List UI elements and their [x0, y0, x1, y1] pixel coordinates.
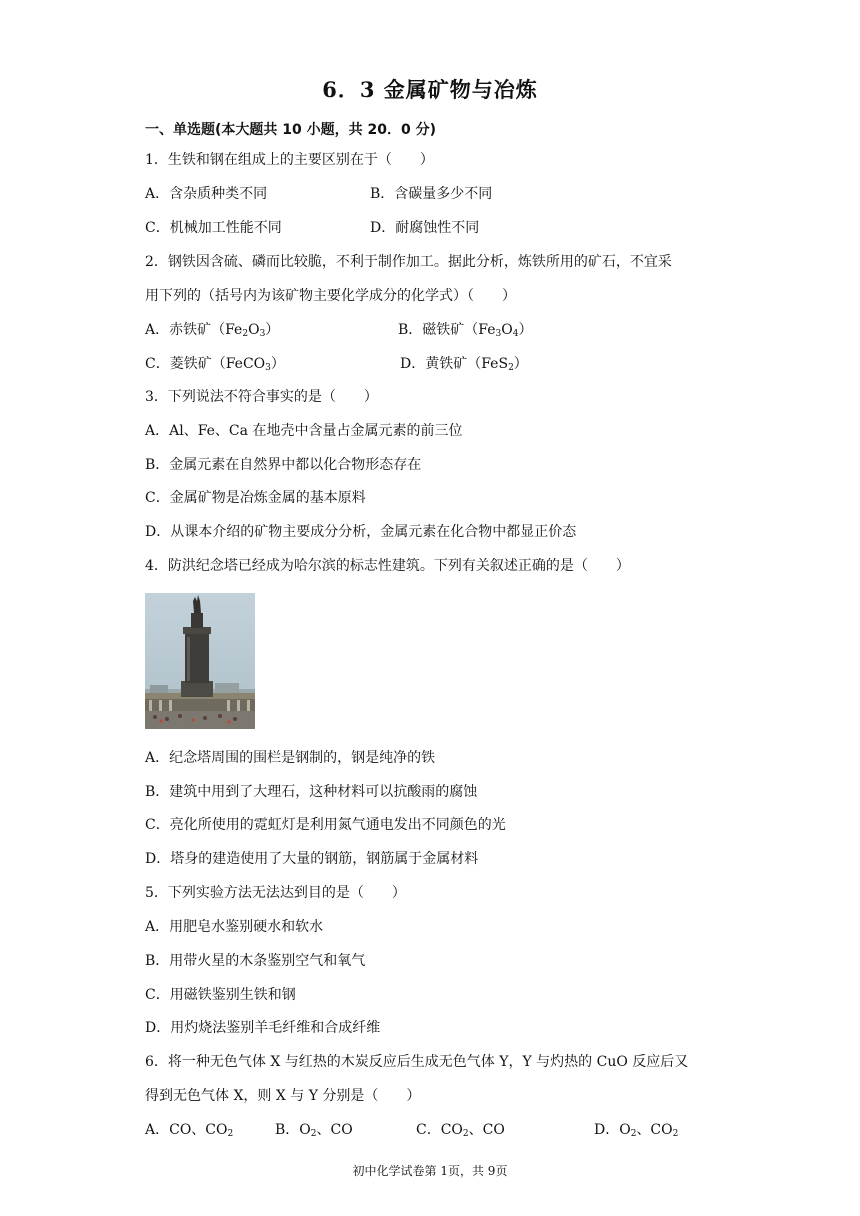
- flood-memorial-tower-photo: [145, 593, 255, 729]
- question-5-option-b: B．用带火星的木条鉴别空气和氧气: [145, 953, 366, 969]
- question-4-option-c: C．亮化所使用的霓虹灯是利用氮气通电发出不同颜色的光: [145, 817, 506, 833]
- question-3-option-b: B．金属元素在自然界中都以化合物形态存在: [145, 457, 422, 473]
- question-3-option-d: D．从课本介绍的矿物主要成分分析，金属元素在化合物中都显正价态: [145, 524, 577, 540]
- question-2-option-c: C．菱铁矿（FeCO$_3$）: [145, 356, 285, 373]
- question-1-option-c: C．机械加工性能不同: [145, 220, 282, 236]
- section-heading: 一、单选题(本大题共 10 小题，共 20．0 分): [145, 122, 436, 138]
- question-3-stem: 3．下列说法不符合事实的是（ ）: [145, 389, 378, 405]
- question-5-option-a: A．用肥皂水鉴别硬水和软水: [145, 919, 324, 935]
- question-1-option-d: D．耐腐蚀性不同: [370, 220, 480, 236]
- question-5-option-c: C．用磁铁鉴别生铁和钢: [145, 987, 296, 1003]
- page-footer: 初中化学试卷第 1页，共 9页: [352, 1164, 508, 1178]
- question-6-option-a: A．CO、$CO_2$: [145, 1122, 234, 1139]
- question-6-option-b: B．$O_2$、CO: [275, 1122, 353, 1139]
- question-6-stem-line-2: 得到无色气体 X，则 X 与 Y 分别是（ ）: [145, 1088, 421, 1104]
- question-3-option-a: A．Al、Fe、Ca 在地壳中含量占金属元素的前三位: [145, 423, 463, 439]
- question-6-stem-line-1: 6．将一种无色气体 X 与红热的木炭反应后生成无色气体 Y，Y 与灼热的 CuO 反应后又: [145, 1054, 689, 1070]
- question-4-option-a: A．纪念塔周围的围栏是钢制的，钢是纯净的铁: [145, 750, 436, 766]
- page-title: 6．3 金属矿物与冶炼: [322, 77, 538, 102]
- question-3-option-c: C．金属矿物是冶炼金属的基本原料: [145, 490, 366, 506]
- question-2-stem-line-2: 用下列的（括号内为该矿物主要化学成分的化学式）（ ）: [145, 288, 516, 304]
- question-2-stem-line-1: 2．钢铁因含硫、磷而比较脆，不利于制作加工。据此分析，炼铁所用的矿石，不宜采: [145, 254, 672, 270]
- question-1-option-b: B．含碳量多少不同: [370, 186, 493, 202]
- question-4-stem: 4．防洪纪念塔已经成为哈尔滨的标志性建筑。下列有关叙述正确的是（ ）: [145, 558, 630, 574]
- question-1-stem: 1．生铁和钢在组成上的主要区别在于（ ）: [145, 152, 434, 168]
- question-4-option-b: B．建筑中用到了大理石，这种材料可以抗酸雨的腐蚀: [145, 784, 478, 800]
- question-1-option-a: A．含杂质种类不同: [145, 186, 268, 202]
- question-2-option-d: D．黄铁矿（FeS$_2$）: [400, 356, 528, 373]
- question-5-stem: 5．下列实验方法无法达到目的是（ ）: [145, 885, 406, 901]
- question-6-option-d: D．$O_2$、$CO_2$: [594, 1122, 679, 1139]
- question-4-option-d: D．塔身的建造使用了大量的钢筋，钢筋属于金属材料: [145, 851, 479, 867]
- question-2-option-a: A．赤铁矿$(Fe_2O_3)$: [145, 322, 280, 339]
- question-6-option-c: C．$CO_2$、CO: [416, 1122, 505, 1139]
- question-2-option-b: B．磁铁矿$(Fe_3O_4)$: [398, 322, 533, 339]
- question-5-option-d: D．用灼烧法鉴别羊毛纤维和合成纤维: [145, 1020, 381, 1036]
